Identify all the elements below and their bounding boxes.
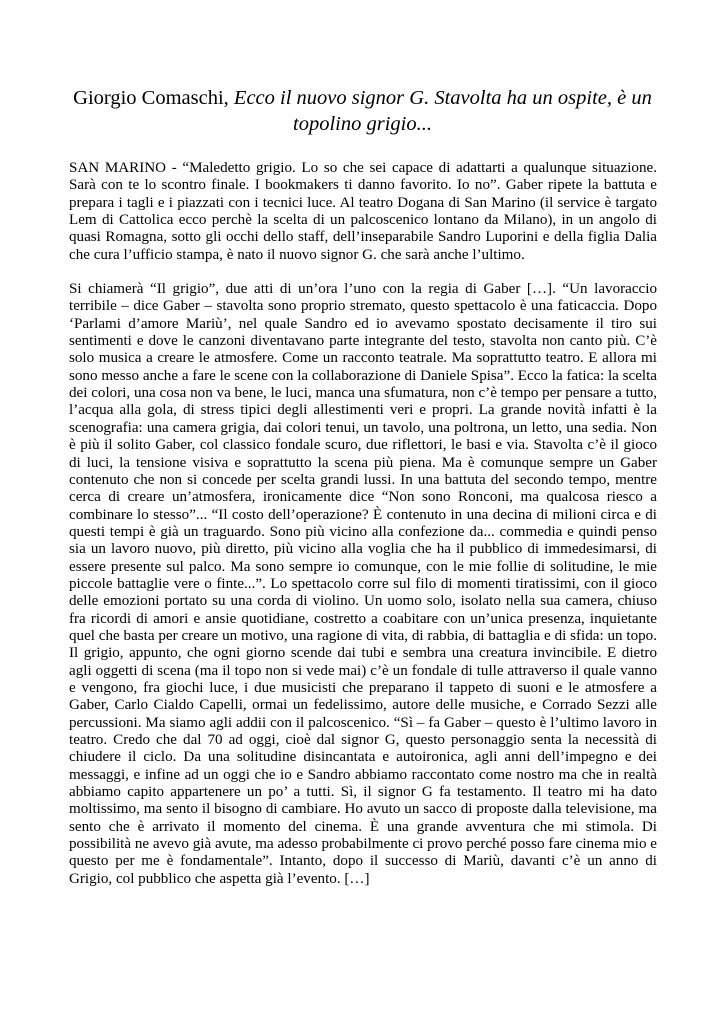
title-headline: Ecco il nuovo signor G. Stavolta ha un ospite, è un topolino grigio...	[233, 87, 652, 135]
article-body	[69, 160, 657, 905]
paragraph-2: Si chiamerà “Il grigio”, due atti di un’ora l’uno con la regia di Gaber […]. “Un lavoraccio terribile – dice Gaber – stavolta sono proprio stremato, questo spettacolo è una faticaccia. Dopo ‘Parlami d’amore Mariù’, nel quale Sandro ed io avevamo spostato decisamente il tiro sui sentimenti e dove le canzoni diventavano parte integrante del testo, stavolta non canto più. C’è solo musica a creare le atmosfere. Come un racconto teatrale. Ma soprattutto teatro. E allora mi sono messo anche a fare le scene con la collaborazione di Daniele Spisa”. Ecco la fatica: la scelta dei colori, una cosa non va bene, le luci, manca una sfumatura, non c’è tempo per pensare a tutto, l’acqua alla gola, di stress tipici degli allestimenti veri e propri. La grande novità infatti è la scenografia: una camera grigia, dai colori tenui, un tavolo, una poltrona, un letto, una sedia. Non è più il solito Gaber, col classico fondale scuro, due riflettori, le basi e via. Stavolta c’è il gioco di luci, la tensione visiva e soprattutto la scena più piena. Ma è comunque sempre un Gaber contenuto che non si concede per scelta grandi lussi. In una battuta del secondo tempo, mentre cerca di creare un’atmosfera, ironicamente dice “Non sono Ronconi, ma qualcosa riesco a combinare lo stesso”... “Il costo dell’operazione? È contenuto in una decina di milioni circa e di questi tempi è già un traguardo. Sono più vicino alla confezione da... commedia e quindi penso sia un lavoro nuovo, più diretto, più vicino alla voglia che ha il pubblico di immedesimarsi, di essere presente sul palco. Ma sono sempre io comunque, con le mie follie di solitudine, le mie piccole battaglie vere o finte...”. Lo spettacolo corre sul filo di momenti tiratissimi, con il gioco delle emozioni portato su una corda di violino. Un uomo solo, isolato nella sua camera, chiuso fra ricordi di amori e ansie quotidiane, costretto a coabitare con un’unica presenza, inquietante quel che basta per creare un motivo, una ragione di vita, di rabbia, di battaglia e di sfida: un topo. Il grigio, appunto, che ogni giorno scende dai tubi e sembra una creatura invincibile. E dietro agli oggetti di scena (ma il topo non si vede mai) c’è un fondale di tulle attraverso il quale vanno e vengono, fra giochi luce, i due musicisti che preparano il tappeto di suoni e le atmosfere a Gaber, Carlo Cialdo Capelli, ormai un fedelissimo, autore delle musiche, e Corrado Sezzi alle percussioni. Ma siamo agli addii con il palcoscenico. “Sì – fa Gaber – questo è l’ultimo lavoro in teatro. Credo che dal 70 ad oggi, cioè dal signor G, questo personaggio senta la necessità di chiudere il ciclo. Da una solitudine disincantata e autoironica, agli anni dell’impegno e dei messaggi, e infine ad un oggi che io e Sandro abbiamo raccontato come nostro ma che in realtà abbiamo capito appartenere un po’ a tutti. Sì, il signor G fa testamento. Il teatro mi ha dato moltissimo, ma sento il bisogno di cambiare. Ho avuto un sacco di proposte dalla televisione, ma sento che è arrivato il momento del cinema. È una grande avventura che mi stimola. Di possibilità ne avevo già avute, ma adesso probabilmente ci provo perché posso fare cinema mio e questo per me è fondamentale”. Intanto, dopo il successo di Mariù, davanti c’è un anno di Grigio, col pubblico che aspetta già l’evento. […]	[69, 281, 658, 887]
article-title	[70, 85, 655, 137]
title-author: Giorgio Comaschi,	[73, 87, 229, 109]
paragraph-1: SAN MARINO - “Maledetto grigio. Lo so che sei capace di adattarti a qualunque situazione. Sarà con te lo scontro finale. I bookmakers ti danno favorito. Io no”. Gaber ripete la battuta e prepara i tagli e i piazzati con i tecnici luce. Al teatro Dogana di San Marino (il service è targato Lem di Cattolica ecco perchè la scelta di un palcoscenico lontano da Milano), in un angolo di quasi Romagna, sotto gli occhi dello staff, dell’inseparabile Sandro Luporini e della figlia Dalia che cura l’ufficio stampa, è nato il nuovo signor G. che sarà anche l’ultimo.	[69, 160, 657, 263]
